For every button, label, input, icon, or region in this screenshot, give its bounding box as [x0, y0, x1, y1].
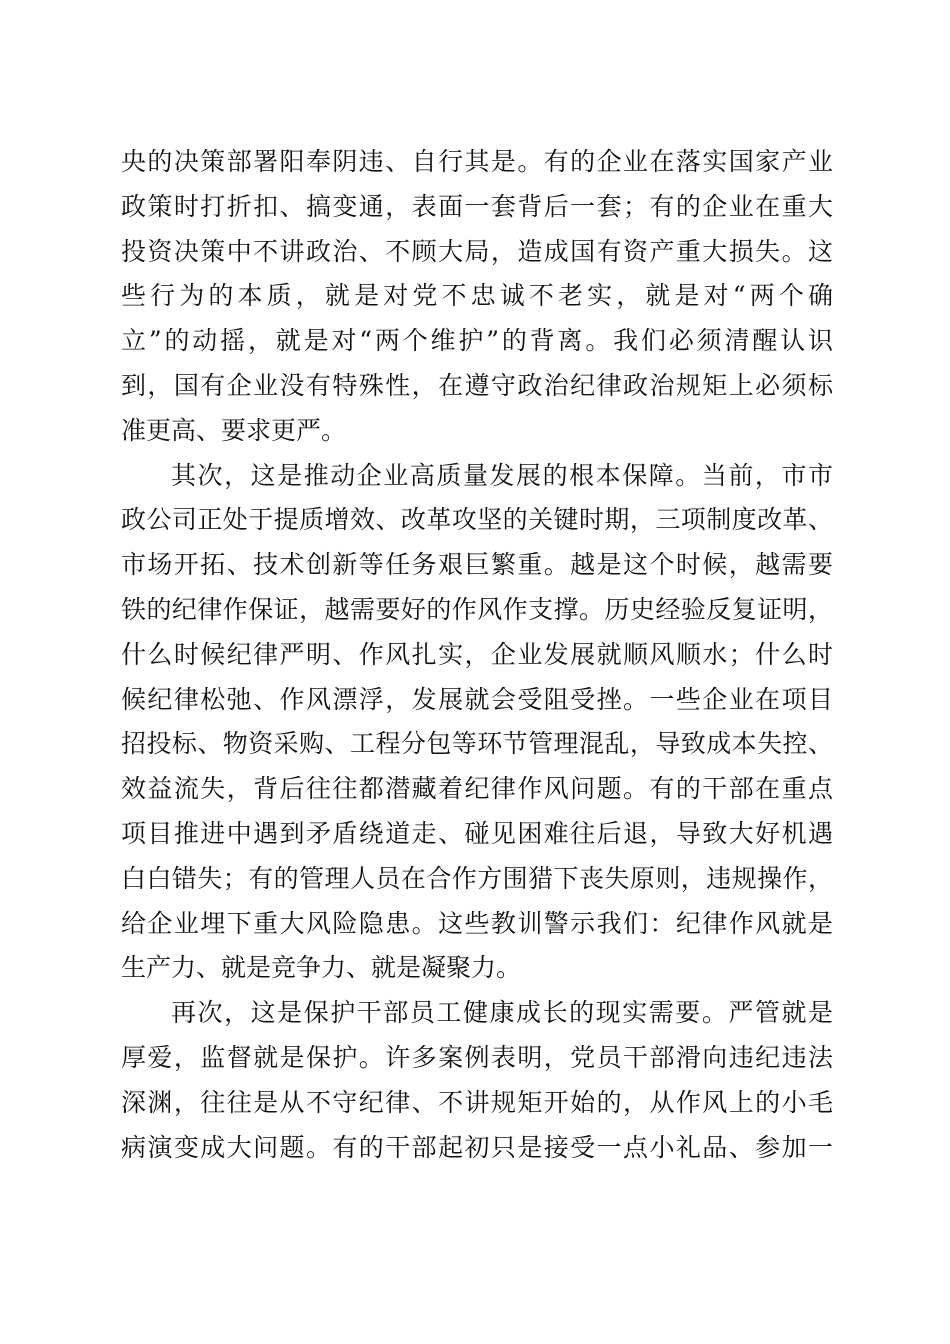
text-line: 白白错失；有的管理人员在合作方围猎下丧失原则，违规操作，	[121, 863, 833, 893]
text-line: 其次，这是推动企业高质量发展的根本保障。当前，市市	[171, 460, 833, 490]
text-line: 市场开拓、技术创新等任务艰巨繁重。越是这个时候，越需要	[121, 550, 833, 580]
text-line: 给企业埋下重大风险隐患。这些教训警示我们：纪律作风就是	[121, 908, 833, 938]
text-line: 到，国有企业没有特殊性，在遵守政治纪律政治规矩上必须标	[121, 370, 833, 400]
text-line: 再次，这是保护干部员工健康成长的现实需要。严管就是	[171, 998, 833, 1028]
text-line: 效益流失，背后往往都潜藏着纪律作风问题。有的干部在重点	[121, 774, 833, 804]
text-line: 政公司正处于提质增效、改革攻坚的关键时期，三项制度改革、	[121, 505, 833, 535]
paragraph-3	[121, 991, 833, 1170]
text-line: 招投标、物资采购、工程分包等环节管理混乱，导致成本失控、	[121, 729, 833, 759]
paragraph-1	[121, 140, 833, 454]
text-line: 厚爱，监督就是保护。许多案例表明，党员干部滑向违纪违法	[121, 1042, 833, 1072]
paragraph-2	[121, 454, 833, 992]
text-line: 生产力、就是竞争力、就是凝聚力。	[121, 953, 522, 983]
text-line: 些行为的本质，就是对党不忠诚不老实，就是对“两个确	[121, 281, 833, 311]
text-line: 什么时候纪律严明、作风扎实，企业发展就顺风顺水；什么时	[121, 639, 833, 669]
text-line: 候纪律松弛、作风漂浮，发展就会受阻受挫。一些企业在项目	[121, 684, 833, 714]
text-line: 铁的纪律作保证，越需要好的作风作支撑。历史经验反复证明，	[121, 594, 833, 624]
text-line: 立”的动摇，就是对“两个维护”的背离。我们必须清醒认识	[121, 326, 833, 356]
text-line: 深渊，往往是从不守纪律、不讲规矩开始的，从作风上的小毛	[121, 1087, 833, 1117]
text-line: 投资决策中不讲政治、不顾大局，造成国有资产重大损失。这	[121, 236, 833, 266]
text-line: 政策时打折扣、搞变通，表面一套背后一套；有的企业在重大	[121, 191, 833, 221]
text-line: 准更高、要求更严。	[121, 415, 347, 445]
document-body	[121, 140, 833, 1170]
text-line: 项目推进中遇到矛盾绕道走、碰见困难往后退，导致大好机遇	[121, 818, 833, 848]
text-line: 病演变成大问题。有的干部起初只是接受一点小礼品、参加一	[121, 1132, 833, 1162]
text-line: 央的决策部署阳奉阴违、自行其是。有的企业在落实国家产业	[121, 147, 833, 176]
